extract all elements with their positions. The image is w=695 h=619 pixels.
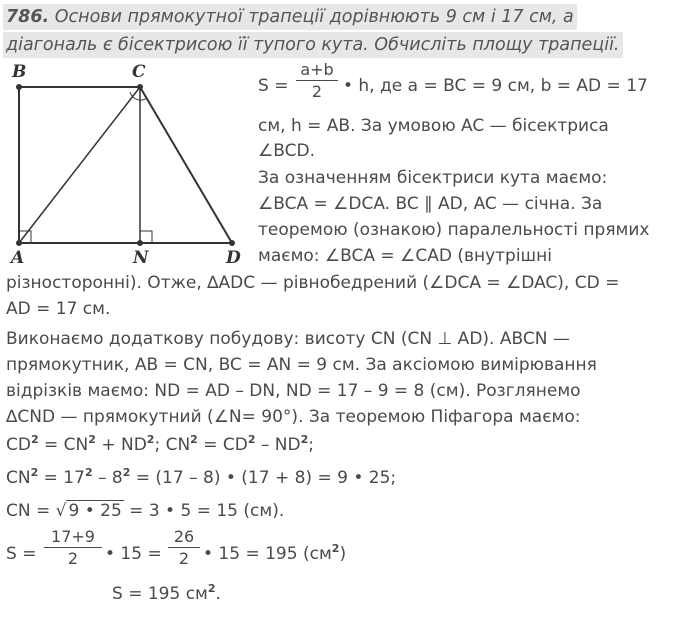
trapezoid-figure	[0, 55, 250, 270]
task-text-2: діагональ є бісектрисою її тупого кута. Обчисліть площу трапеції.	[6, 35, 620, 55]
point-b	[16, 84, 22, 90]
text-line-9: Виконаємо додаткову побудову: висоту CN (CN ⊥ AD). ABCN —	[6, 329, 570, 349]
text-line-10: прямокутник, AB = CN, BC = AN = 9 см. За аксіомою вимірювання	[6, 355, 597, 375]
diagonal-ac	[19, 87, 140, 243]
sqrt-symbol: √ 9 • 25	[55, 501, 122, 521]
label-a: A	[11, 248, 25, 268]
formula-fraction	[296, 61, 338, 101]
task-text-1: Основи прямокутної трапеції дорівнюють 9 см і 17 см, а	[54, 7, 574, 27]
final-result: S = 195 $см^2$.	[112, 582, 221, 604]
text-line-3: За означенням бісектриси кута маємо:	[258, 168, 608, 188]
text-line-8: AD = 17 см.	[6, 299, 111, 319]
task-line-1	[3, 4, 577, 30]
area-s: S =	[6, 544, 37, 564]
side-cd	[140, 87, 232, 243]
text-line-7: різносторонні). Отже, ∆ADC — рівнобедрений (∠DCA = ∠DAC), CD =	[6, 273, 620, 293]
formula-rest: • h, де a = BC = 9 см, b = AD = 17	[343, 76, 648, 96]
point-c	[137, 84, 143, 90]
label-n: N	[133, 248, 149, 268]
label-c: C	[132, 62, 146, 82]
task-number: 786.	[6, 7, 50, 27]
text-line-1: см, h = AB. За умовою AC — бісектриса	[258, 116, 609, 136]
label-b: B	[12, 62, 27, 82]
formula-den: 2	[311, 82, 323, 101]
area-fraction-1: 17+9 2	[44, 528, 102, 568]
point-n	[137, 240, 143, 246]
point-d	[229, 240, 235, 246]
text-line-6: маємо: ∠BCA = ∠CAD (внутрішні	[258, 246, 552, 266]
text-line-5: теоремою (ознакою) паралельності прямих	[258, 220, 650, 240]
area-mid: • 15 =	[105, 544, 162, 564]
label-d: D	[226, 248, 241, 268]
formula-num: a+b	[300, 60, 334, 79]
cn-root-line: CN = √ 9 • 25 = 3 • 5 = 15 (см).	[6, 501, 285, 521]
area-fraction-2: 26 2	[168, 528, 200, 568]
point-a	[16, 240, 22, 246]
text-line-12: ∆CND — прямокутний (∠N= 90°). За теоремою Піфагора маємо:	[6, 407, 581, 427]
pythagoras-line: $CD^2 = CN^2 + ND^2$; $CN^2 = CD^2 - ND^2$;	[6, 433, 314, 455]
area-post: • 15 = 195 $(см^2)$	[203, 542, 347, 564]
text-line-2: ∠BCD.	[258, 141, 315, 161]
formula-s: S =	[258, 76, 289, 96]
text-line-4: ∠BCA = ∠DCA. BC ∥ AD, AC — січна. За	[258, 194, 603, 214]
cn-squared-line: $CN^2 = 17^2 - 8^2 = (17 - 8)$ • (17 + 8) = 9 • 25;	[6, 466, 397, 488]
text-line-11: відрізків маємо: ND = AD – DN, ND = 17 – 9 = 8 (см). Розглянемо	[6, 381, 581, 401]
